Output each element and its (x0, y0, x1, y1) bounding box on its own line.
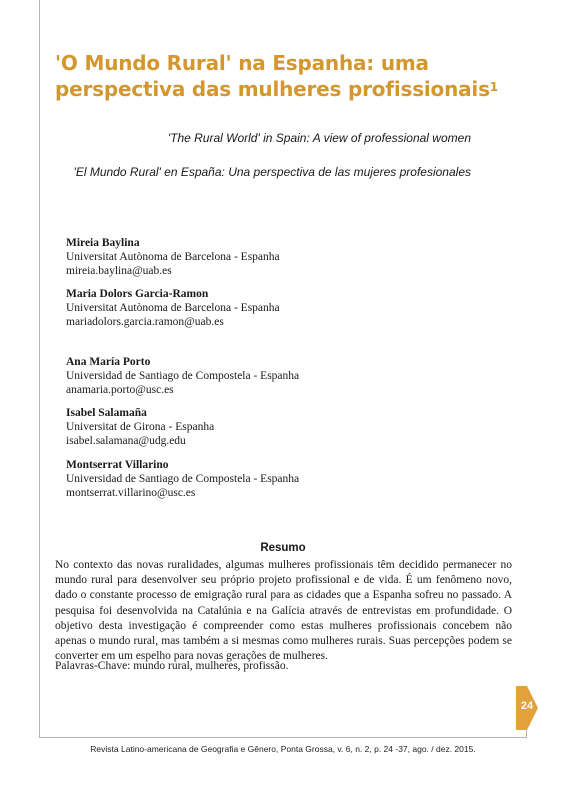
subtitle-spanish: 'El Mundo Rural' en España: Una perspectiva de las mujeres profesionales (73, 165, 471, 179)
author-email: mariadolors.garcia.ramon@uab.es (66, 316, 224, 328)
author-block (66, 458, 299, 500)
article-title-text: 'O Mundo Rural' na Espanha: uma perspectiva das mulheres profissionais (55, 51, 490, 101)
article-title (55, 50, 525, 102)
page-number: 24 (520, 700, 534, 712)
author-affiliation: Universitat Autònoma de Barcelona - Espanha (66, 302, 280, 314)
author-block (66, 406, 214, 448)
author-block (66, 287, 280, 329)
author-block (66, 236, 280, 278)
page-frame-bottom-rule (39, 737, 527, 738)
author-email: mireia.baylina@uab.es (66, 265, 172, 277)
abstract-body: No contexto das novas ruralidades, algumas mulheres profissionais têm decidido permanecer no mundo rural para desenvolver seu próprio projeto profissional e de vida. É um fenômeno novo, dado o constante processo de emigração rural para as cidades que a Espanha sofreu no passado. A pesquisa foi desenvolvida na Catalúnia e na Galícia através de entrevistas em profundidade. O objetivo desta investigação é compreender como estas mulheres profissionais concebem não apenas o mundo rural, mas também a si mesmas como mulheres rurais. Suas percepções podem se converter em um espelho para novas gerações de mulheres. (55, 559, 512, 663)
author-name: Mireia Baylina (66, 237, 140, 249)
abstract-heading: Resumo (260, 542, 306, 554)
page-frame-left-rule (39, 0, 40, 738)
keywords: Palavras-Chave: mundo rural, mulheres, profissão. (55, 660, 289, 672)
author-affiliation: Universidad de Santiago de Compostela - Espanha (66, 473, 300, 485)
author-name: Ana María Porto (66, 356, 151, 368)
author-block (66, 355, 299, 397)
subtitle-english: 'The Rural World' in Spain: A view of professional women (167, 131, 471, 145)
author-email: montserrat.villarino@usc.es (66, 487, 196, 499)
author-email: isabel.salamana@udg.edu (66, 435, 186, 447)
author-affiliation: Universitat de Girona - Espanha (66, 421, 215, 433)
author-affiliation: Universitat Autònoma de Barcelona - Espanha (66, 251, 280, 263)
author-affiliation: Universidad de Santiago de Compostela - Espanha (66, 370, 300, 382)
author-email: anamaria.porto@usc.es (66, 384, 174, 396)
page-number-badge (516, 686, 538, 730)
author-name: Maria Dolors Garcia-Ramon (66, 288, 209, 300)
author-name: Isabel Salamaña (66, 407, 147, 419)
title-footnote-mark: 1 (489, 80, 498, 94)
author-name: Montserrat Villarino (66, 459, 169, 471)
journal-footer: Revista Latino-americana de Geografia e Gênero, Ponta Grossa, v. 6, n. 2, p. 24 -37, ago. / dez. 2015. (90, 744, 476, 754)
